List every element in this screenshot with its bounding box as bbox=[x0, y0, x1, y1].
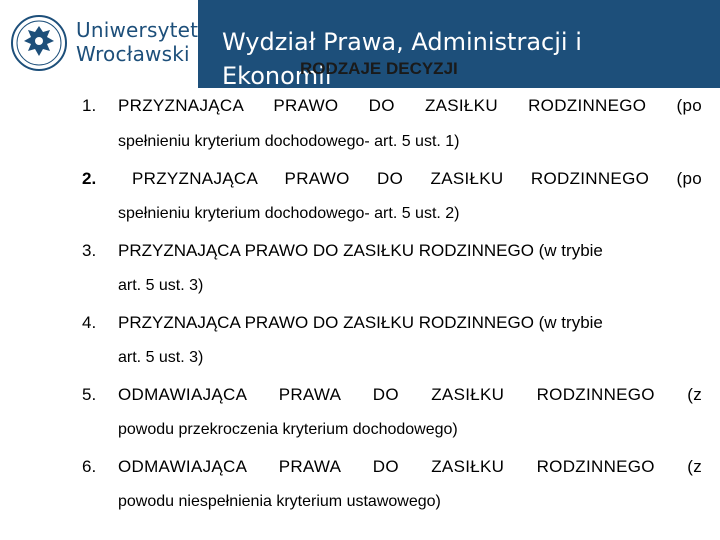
list-item-text: PRZYZNAJĄCA PRAWO DO ZASIŁKU RODZINNEGO (w trybie bbox=[118, 241, 603, 260]
list-item-text-cont: spełnieniu kryterium dochodowego- art. 5 ust. 1) bbox=[118, 133, 460, 150]
list-item-number: 4. bbox=[82, 313, 97, 332]
list-item-text-cont: powodu niespełnienia kryterium ustawowego) bbox=[118, 493, 441, 510]
list-item-text-cont: powodu przekroczenia kryterium dochodowego) bbox=[118, 421, 458, 438]
page-title-line2: Ekonomii bbox=[222, 62, 332, 90]
page-title: Wydział Prawa, Administracji i bbox=[222, 28, 582, 56]
list-item-text-cont: spełnieniu kryterium dochodowego- art. 5 ust. 2) bbox=[118, 205, 460, 222]
list-item-number: 1. bbox=[82, 96, 97, 115]
list-item-text-cont: art. 5 ust. 3) bbox=[118, 349, 204, 366]
slide-subtitle: RODZAJE DECYZJI bbox=[300, 59, 458, 78]
list-item-number: 6. bbox=[82, 457, 97, 476]
list-item-text: PRZYZNAJĄCA PRAWO DO ZASIŁKU RODZINNEGO (w trybie bbox=[118, 313, 603, 332]
list-item-number: 3. bbox=[82, 241, 97, 260]
list-item-text: PRZYZNAJĄCA PRAWO DO ZASIŁKU RODZINNEGO (po bbox=[132, 169, 702, 188]
list-item-number: 2. bbox=[82, 169, 97, 188]
list-item-number: 5. bbox=[82, 385, 97, 404]
list-item-text: ODMAWIAJĄCA PRAWA DO ZASIŁKU RODZINNEGO (z bbox=[118, 457, 702, 476]
list-item-text-cont: art. 5 ust. 3) bbox=[118, 277, 204, 294]
list-item-text: PRZYZNAJĄCA PRAWO DO ZASIŁKU RODZINNEGO (po bbox=[118, 96, 702, 115]
logo-text-line2: Wrocławski bbox=[76, 42, 190, 66]
university-crest-icon bbox=[10, 14, 70, 72]
university-logo bbox=[10, 14, 199, 72]
logo-text-line1: Uniwersytet bbox=[76, 18, 199, 42]
list-item-text: ODMAWIAJĄCA PRAWA DO ZASIŁKU RODZINNEGO (z bbox=[118, 385, 702, 404]
